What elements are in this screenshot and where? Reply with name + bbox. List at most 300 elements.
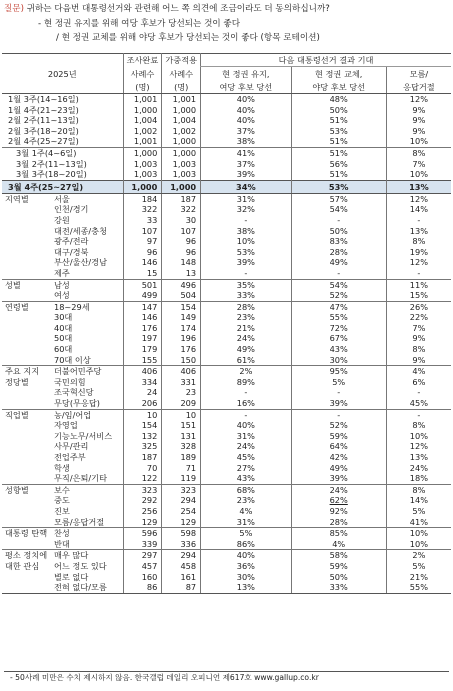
table-row: [2, 312, 451, 323]
keep-pct: 38%: [201, 226, 292, 237]
row-label: 1월 3주(14~16일): [2, 94, 123, 105]
keep-pct: 16%: [201, 398, 292, 409]
dk-pct: 22%: [386, 312, 451, 323]
keep2-header: 여당 후보 당선: [201, 81, 292, 94]
dk-pct: 4%: [386, 366, 451, 377]
dk-pct: 45%: [386, 398, 451, 409]
sample-count: 1,001: [123, 94, 162, 105]
row-label: [2, 431, 123, 442]
dk-pct: 12%: [386, 193, 451, 204]
table-row: [2, 290, 451, 301]
keep-pct: 32%: [201, 204, 292, 215]
keep-pct: 35%: [201, 279, 292, 290]
keep-pct: 40%: [201, 94, 292, 105]
sample-count: 176: [123, 323, 162, 334]
weighted-count: 71: [162, 463, 201, 474]
change-pct: 57%: [291, 193, 386, 204]
row-label: [2, 582, 123, 593]
table-row: [2, 279, 451, 290]
change-pct: 53%: [291, 180, 386, 193]
change-pct: 5%: [291, 377, 386, 388]
table-row: [2, 94, 451, 105]
change-pct: 52%: [291, 290, 386, 301]
dk-pct: 7%: [386, 159, 451, 170]
keep-pct: 40%: [201, 105, 292, 116]
dk-pct: 8%: [386, 484, 451, 495]
row-label: [2, 333, 123, 344]
period-header: 2025년: [2, 54, 123, 94]
row-label: [2, 290, 123, 301]
sample-count: 1,003: [123, 169, 162, 180]
sample-count: 1,001: [123, 136, 162, 147]
keep-pct: 24%: [201, 441, 292, 452]
dk-pct: 13%: [386, 452, 451, 463]
keep-pct: 5%: [201, 528, 292, 539]
change-pct: 30%: [291, 355, 386, 366]
row-label: [2, 204, 123, 215]
weighted-header: 가중적용: [162, 54, 201, 67]
keep-pct: 37%: [201, 159, 292, 170]
change-pct: 39%: [291, 473, 386, 484]
row-label: [2, 420, 123, 431]
sample-count: 147: [123, 301, 162, 312]
row-label: 2월 4주(25~27일): [8, 136, 79, 147]
row-label: [2, 247, 123, 258]
keep-pct: 10%: [201, 236, 292, 247]
row-label: 3월 2주(11~13일): [16, 158, 87, 169]
sub-label: 무당(무응답): [54, 398, 100, 409]
row-label: [2, 561, 123, 572]
dk-pct: 14%: [386, 204, 451, 215]
keep-pct: 24%: [201, 333, 292, 344]
sample-count: 1,002: [123, 126, 162, 137]
row-label: [2, 344, 123, 355]
keep-pct: -: [201, 268, 292, 279]
sub-label: 보수: [54, 484, 70, 495]
table-row: [2, 236, 451, 247]
change-pct: 33%: [291, 582, 386, 593]
dk-pct: 8%: [386, 236, 451, 247]
change-pct: 47%: [291, 301, 386, 312]
table-row: [2, 387, 451, 398]
group-label: 성향별: [5, 484, 29, 495]
change-pct: 28%: [291, 247, 386, 258]
row-label: [2, 268, 123, 279]
change-pct: 53%: [291, 126, 386, 137]
sub-label: 자영업: [54, 420, 78, 431]
weighted-count: 254: [162, 506, 201, 517]
dk-pct: 10%: [386, 136, 451, 147]
dk-pct: 9%: [386, 105, 451, 116]
row-label: [2, 279, 123, 290]
results-table: [2, 53, 451, 594]
weighted-count: 96: [162, 236, 201, 247]
sub-label: 대전/세종/충청: [54, 225, 107, 236]
row-label: 3월 1주(4~6일): [2, 147, 123, 158]
row-label: [2, 539, 123, 550]
table-row: [2, 126, 451, 137]
change-pct: -: [291, 215, 386, 226]
dk-pct: 21%: [386, 572, 451, 583]
weighted-count: 129: [162, 517, 201, 528]
sub-label: 40대: [54, 322, 73, 333]
keep-pct: 43%: [201, 473, 292, 484]
table-row: [2, 355, 451, 366]
table-row: [2, 463, 451, 474]
change-pct: 50%: [291, 572, 386, 583]
row-label: [2, 301, 123, 312]
table-row: [2, 193, 451, 204]
sub-label: 인천/경기: [54, 204, 89, 215]
dk-pct: 8%: [386, 420, 451, 431]
sub-label: 대구/경북: [54, 246, 89, 257]
n2-header: (명): [162, 81, 201, 94]
dk-pct: 10%: [386, 539, 451, 550]
weighted-count: 107: [162, 226, 201, 237]
dk-pct: 13%: [386, 180, 451, 193]
sample-header: 조사완료: [123, 54, 162, 67]
change-pct: 54%: [291, 204, 386, 215]
sample-count: 596: [123, 528, 162, 539]
table-row: [2, 441, 451, 452]
sample-count: 154: [123, 420, 162, 431]
sub-label: 18~29세: [54, 301, 90, 312]
weighted-count: 1,000: [162, 136, 201, 147]
sample-count: 1,000: [123, 180, 162, 193]
change-pct: 24%: [291, 484, 386, 495]
row-label: [2, 572, 123, 583]
sub-label: 제주: [54, 267, 70, 278]
sub-label: 매우 많다: [54, 550, 89, 561]
weighted-count: 1,000: [162, 147, 201, 158]
weighted-count: 1,000: [162, 105, 201, 116]
table-row: [2, 226, 451, 237]
dk-pct: 8%: [386, 344, 451, 355]
table-row: [2, 517, 451, 528]
dk-pct: 13%: [386, 226, 451, 237]
dk-pct: 24%: [386, 463, 451, 474]
change-pct: -: [291, 268, 386, 279]
sample-count: 33: [123, 215, 162, 226]
weighted-count: 10: [162, 409, 201, 420]
sample-count: 1,004: [123, 115, 162, 126]
sample-count: 1,000: [123, 147, 162, 158]
sample-count: 323: [123, 484, 162, 495]
change-pct: 49%: [291, 257, 386, 268]
table-row: [2, 257, 451, 268]
table-row: [2, 344, 451, 355]
table-row: [2, 398, 451, 409]
sub-label: 중도: [54, 495, 70, 506]
weighted-count: 294: [162, 550, 201, 561]
change-pct: 51%: [291, 147, 386, 158]
group-label: 성별: [5, 279, 21, 290]
dk-pct: 41%: [386, 517, 451, 528]
keep-pct: 45%: [201, 452, 292, 463]
row-label: [2, 236, 123, 247]
dk-pct: 8%: [386, 147, 451, 158]
keep-pct: 30%: [201, 572, 292, 583]
row-label: [2, 441, 123, 452]
sample-count: 187: [123, 452, 162, 463]
dk-pct: 12%: [386, 94, 451, 105]
sample-count: 179: [123, 344, 162, 355]
expectation-group-header: 다음 대통령선거 결과 기대: [201, 54, 451, 67]
table-row: [2, 169, 451, 180]
keep-pct: -: [201, 409, 292, 420]
row-label: [2, 495, 123, 506]
change-pct: 54%: [291, 279, 386, 290]
sub-label: 광주/전라: [54, 236, 89, 247]
sub-label: 50대: [54, 333, 73, 344]
sample-count: 146: [123, 257, 162, 268]
sample-count: 501: [123, 279, 162, 290]
sub-label: 농/임/어업: [54, 409, 92, 420]
option-keep: - 현 정권 유지를 위해 여당 후보가 당선되는 것이 좋다: [38, 18, 241, 29]
footnote-text: - 50사례 미만은 수치 제시하지 않음. 한국갤럽 데일리 오피니언 제617호 www.gallup.co.kr: [10, 673, 319, 682]
table-row: [2, 582, 451, 593]
sub-label: 국민의힘: [54, 376, 86, 387]
sub-label: 별로 없다: [54, 571, 89, 582]
sub-label: 서울: [54, 193, 70, 204]
change-pct: 55%: [291, 312, 386, 323]
change-pct: 48%: [291, 94, 386, 105]
change-header: 현 정권 교체,: [291, 67, 386, 82]
sample-count: 132: [123, 431, 162, 442]
weighted-count: 331: [162, 377, 201, 388]
dk-pct: -: [386, 387, 451, 398]
dk-pct: 26%: [386, 301, 451, 312]
sub-label: 모름/응답거절: [54, 516, 105, 527]
sample-count: 322: [123, 204, 162, 215]
keep-pct: 61%: [201, 355, 292, 366]
sample-count: 107: [123, 226, 162, 237]
dk-pct: 11%: [386, 279, 451, 290]
group-label: 주요 지지 정당별: [5, 366, 40, 387]
sub-label: 진보: [54, 505, 70, 516]
sub-label: 더불어민주당: [54, 366, 102, 377]
keep-pct: 37%: [201, 126, 292, 137]
sub-label: 60대: [54, 344, 73, 355]
change-pct: 83%: [291, 236, 386, 247]
sample-count: 129: [123, 517, 162, 528]
keep-pct: 4%: [201, 506, 292, 517]
keep-pct: 2%: [201, 366, 292, 377]
dk-pct: 5%: [386, 561, 451, 572]
table-row: [2, 366, 451, 377]
keep-pct: 38%: [201, 136, 292, 147]
row-label: [2, 463, 123, 474]
sub-label: 70대 이상: [54, 354, 91, 365]
table-row: [2, 528, 451, 539]
n-header: (명): [123, 81, 162, 94]
sub-label: 30대: [54, 312, 73, 323]
keep-pct: 49%: [201, 344, 292, 355]
table-row: [2, 550, 451, 561]
change-pct: 51%: [291, 136, 386, 147]
change-pct: 56%: [291, 159, 386, 170]
dk-pct: 19%: [386, 247, 451, 258]
weighted-count: 336: [162, 539, 201, 550]
sub-label: 무직/은퇴/기타: [54, 473, 107, 484]
keep-pct: 34%: [201, 180, 292, 193]
sub-label: 조국혁신당: [54, 387, 94, 398]
sub-label: 남성: [54, 279, 70, 290]
sample-count: 146: [123, 312, 162, 323]
row-label: [2, 506, 123, 517]
dk-pct: 10%: [386, 169, 451, 180]
dk-pct: 10%: [386, 431, 451, 442]
keep-pct: 40%: [201, 550, 292, 561]
weighted-count: 150: [162, 355, 201, 366]
table-row: [2, 506, 451, 517]
table-row: [2, 215, 451, 226]
weighted-count: 174: [162, 323, 201, 334]
table-row: [2, 495, 451, 506]
weighted-count: 1,002: [162, 126, 201, 137]
weighted-count: 148: [162, 257, 201, 268]
group-label: 연령별: [5, 301, 29, 312]
group-label: 직업별: [5, 409, 29, 420]
weighted-count: 23: [162, 387, 201, 398]
table-row: [2, 539, 451, 550]
weighted-count: 209: [162, 398, 201, 409]
row-label: [2, 517, 123, 528]
weighted-count: 504: [162, 290, 201, 301]
table-row: [2, 333, 451, 344]
change-pct: 28%: [291, 517, 386, 528]
row-label: [2, 257, 123, 268]
weighted-count: 328: [162, 441, 201, 452]
change-pct: 72%: [291, 323, 386, 334]
group-label: 대통령 탄핵: [5, 528, 48, 539]
keep-pct: -: [201, 387, 292, 398]
dk-pct: -: [386, 268, 451, 279]
row-label: [2, 452, 123, 463]
sub-label: 부산/울산/경남: [54, 257, 107, 268]
keep-pct: 27%: [201, 463, 292, 474]
sub-label: 전혀 없다/모름: [54, 582, 107, 593]
keep-pct: 89%: [201, 377, 292, 388]
sample-count: 339: [123, 539, 162, 550]
sample-count: 70: [123, 463, 162, 474]
dk-pct: 2%: [386, 550, 451, 561]
weighted-count: 323: [162, 484, 201, 495]
keep-pct: 28%: [201, 301, 292, 312]
table-row: [2, 301, 451, 312]
change-pct: 49%: [291, 463, 386, 474]
sample-count: 24: [123, 387, 162, 398]
weighted-count: 154: [162, 301, 201, 312]
keep-pct: 36%: [201, 561, 292, 572]
dk-pct: -: [386, 215, 451, 226]
sample-count: 184: [123, 193, 162, 204]
dk-pct: 9%: [386, 355, 451, 366]
change-pct: 51%: [291, 115, 386, 126]
keep-pct: 40%: [201, 115, 292, 126]
weighted-count: 1,000: [162, 180, 201, 193]
weighted-count: 13: [162, 268, 201, 279]
option-change: / 현 정권 교체를 위해 야당 후보가 당선되는 것이 좋다 (항목 로테이션): [56, 33, 320, 43]
table-row: [2, 105, 451, 116]
row-label: [2, 226, 123, 237]
sample-count: 10: [123, 409, 162, 420]
change-pct: 92%: [291, 506, 386, 517]
weighted-count: 176: [162, 344, 201, 355]
sub-label: 사무/관리: [54, 441, 89, 452]
change-pct: 42%: [291, 452, 386, 463]
keep-pct: 53%: [201, 247, 292, 258]
dk-header: 모름/: [386, 67, 451, 82]
sub-label: 학생: [54, 462, 70, 473]
change-pct: 59%: [291, 561, 386, 572]
keep-pct: 23%: [201, 312, 292, 323]
table-row: [2, 484, 451, 495]
dk-pct: 18%: [386, 473, 451, 484]
table-row: [2, 561, 451, 572]
table-row: [2, 323, 451, 334]
sample-count: 406: [123, 366, 162, 377]
dk-pct: 12%: [386, 257, 451, 268]
keep-pct: -: [201, 215, 292, 226]
change-pct: -: [291, 387, 386, 398]
weighted-count: 598: [162, 528, 201, 539]
sample-count: 206: [123, 398, 162, 409]
keep-pct: 33%: [201, 290, 292, 301]
weighted-count: 187: [162, 193, 201, 204]
change2-header: 야당 후보 당선: [291, 81, 386, 94]
weighted-count: 96: [162, 247, 201, 258]
sample-count: 122: [123, 473, 162, 484]
table-row: [2, 115, 451, 126]
question-text: 귀하는 다음번 대통령선거와 관련해 어느 쪽 의견에 조금이라도 더 동의하십니까?: [26, 4, 330, 14]
group-label: 평소 정치에 대한 관심: [5, 550, 48, 571]
change-pct: 58%: [291, 550, 386, 561]
weighted-count: 406: [162, 366, 201, 377]
change-pct: 51%: [291, 169, 386, 180]
sub-label: 전업주부: [54, 452, 86, 462]
dk-pct: 10%: [386, 528, 451, 539]
dk2-header: 응답거절: [386, 81, 451, 94]
row-label: [2, 409, 123, 420]
row-label: [2, 323, 123, 334]
weighted-count: 87: [162, 582, 201, 593]
row-label: [2, 377, 123, 388]
table-row: [2, 572, 451, 583]
weighted-count: 294: [162, 495, 201, 506]
sample-count: 256: [123, 506, 162, 517]
group-label: 지역별: [5, 193, 29, 204]
dk-pct: 14%: [386, 495, 451, 506]
change-pct: 50%: [291, 226, 386, 237]
change-pct: 62%: [291, 495, 386, 506]
sample-count: 160: [123, 572, 162, 583]
change-pct: 4%: [291, 539, 386, 550]
table-row: [2, 159, 451, 170]
sub-label: 강원: [54, 214, 70, 225]
keep-pct: 23%: [201, 495, 292, 506]
change-pct: 43%: [291, 344, 386, 355]
question-block: [4, 2, 449, 46]
dk-pct: 5%: [386, 506, 451, 517]
sample-count: 499: [123, 290, 162, 301]
change-pct: 95%: [291, 366, 386, 377]
dk-pct: 9%: [386, 333, 451, 344]
table-row: [2, 204, 451, 215]
weighted-count: 1,003: [162, 159, 201, 170]
row-label: [2, 215, 123, 226]
weighted-count: 196: [162, 333, 201, 344]
